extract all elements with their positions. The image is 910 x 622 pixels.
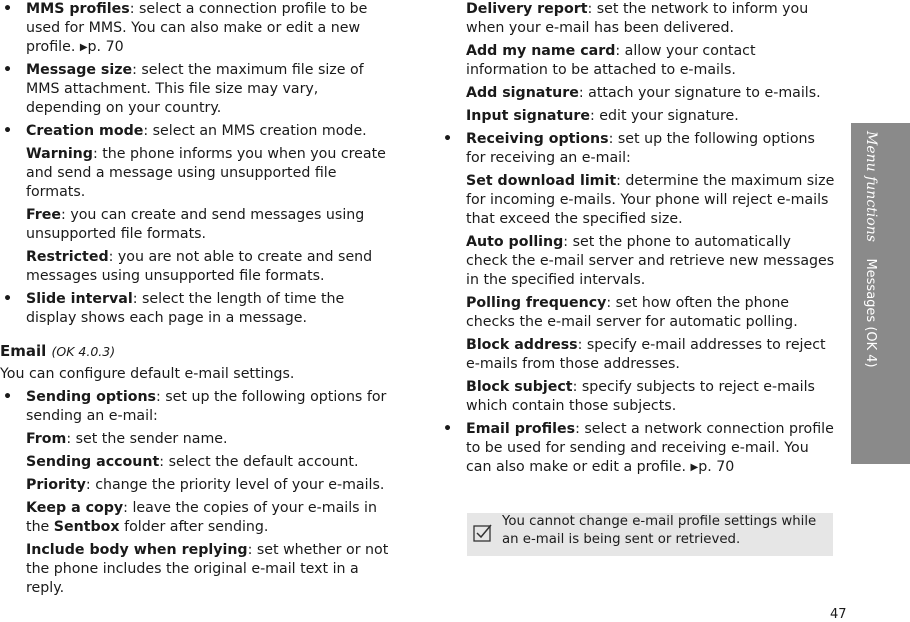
email-intro: You can configure default e-mail settings. [0,366,295,382]
right-column [440,0,835,477]
auto-polling-subitem: Auto polling: set the phone to automatically check the e-mail server and retrieve new messages in the specified intervals. [466,234,835,288]
free-subitem: Free: you can create and send messages using unsupported file formats. [26,207,365,242]
input-signature-subitem: Input signature: edit your signature. [466,108,739,124]
section-title: Menu functions [863,131,879,242]
subsection-title: Messages (OK 4) [863,258,878,368]
note-box [467,513,833,556]
creation-mode-item: • Creation mode: select an MMS creation mode. [0,122,395,141]
slide-interval-item: • Slide interval: select the length of time the display shows each page in a message. [0,290,395,328]
include-body-subitem: Include body when replying: set whether or not the phone includes the original e-mail text in a reply. [26,542,389,596]
priority-subitem: Priority: change the priority level of your e-mails. [26,477,385,493]
page-ref-arrow-icon: ▶ [690,462,699,473]
add-signature-subitem: Add signature: attach your signature to e-mails. [466,85,821,101]
page-number: 47 [830,607,847,622]
polling-frequency-subitem: Polling frequency: set how often the phone checks the e-mail server for automatic polling. [466,295,798,330]
block-address-subitem: Block address: specify e-mail addresses to reject e-mails from those addresses. [466,337,826,372]
keep-copy-subitem: Keep a copy: leave the copies of your e-mails in the Sentbox folder after sending. [26,500,377,535]
restricted-subitem: Restricted: you are not able to create and send messages using unsupported file formats. [26,249,373,284]
sending-options-item: • Sending options: set up the following options for sending an e-mail: [0,388,395,426]
warning-subitem: Warning: the phone informs you when you create and send a message using unsupported file formats. [26,146,386,200]
download-limit-subitem: Set download limit: determine the maximum size for incoming e-mails. Your phone will reject e-mails that exceed the specified size. [466,173,835,227]
note-text: You cannot change e-mail profile settings while an e-mail is being sent or retrieved. [502,514,817,547]
delivery-report-subitem: Delivery report: set the network to inform you when your e-mail has been delivered. [466,1,809,36]
side-tab [851,123,910,464]
add-name-card-subitem: Add my name card: allow your contact information to be attached to e-mails. [466,43,756,78]
receiving-options-item: • Receiving options: set up the following options for receiving an e-mail: [440,130,835,168]
message-size-item: • Message size: select the maximum file size of MMS attachment. This file size may vary, depending on your country. [0,61,395,118]
from-subitem: From: set the sender name. [26,431,228,447]
block-subject-subitem: Block subject: specify subjects to reject e-mails which contain those subjects. [466,379,815,414]
page-ref-arrow-icon: ▶ [79,42,88,53]
sending-account-subitem: Sending account: select the default account. [26,454,359,470]
left-column [0,0,395,598]
mms-profiles-item: • MMS profiles: select a connection profile to be used for MMS. You can also make or edit a new profile. ▶p. 70 [0,0,395,57]
checkbox-note-icon [473,523,493,543]
email-profiles-item: • Email profiles: select a network connection profile to be used for sending and receiving e-mail. You can also make or edit a profile. ▶p. 70 [440,420,835,477]
email-heading: Email (OK 4.0.3) [0,342,116,360]
side-tab-label [861,131,880,368]
